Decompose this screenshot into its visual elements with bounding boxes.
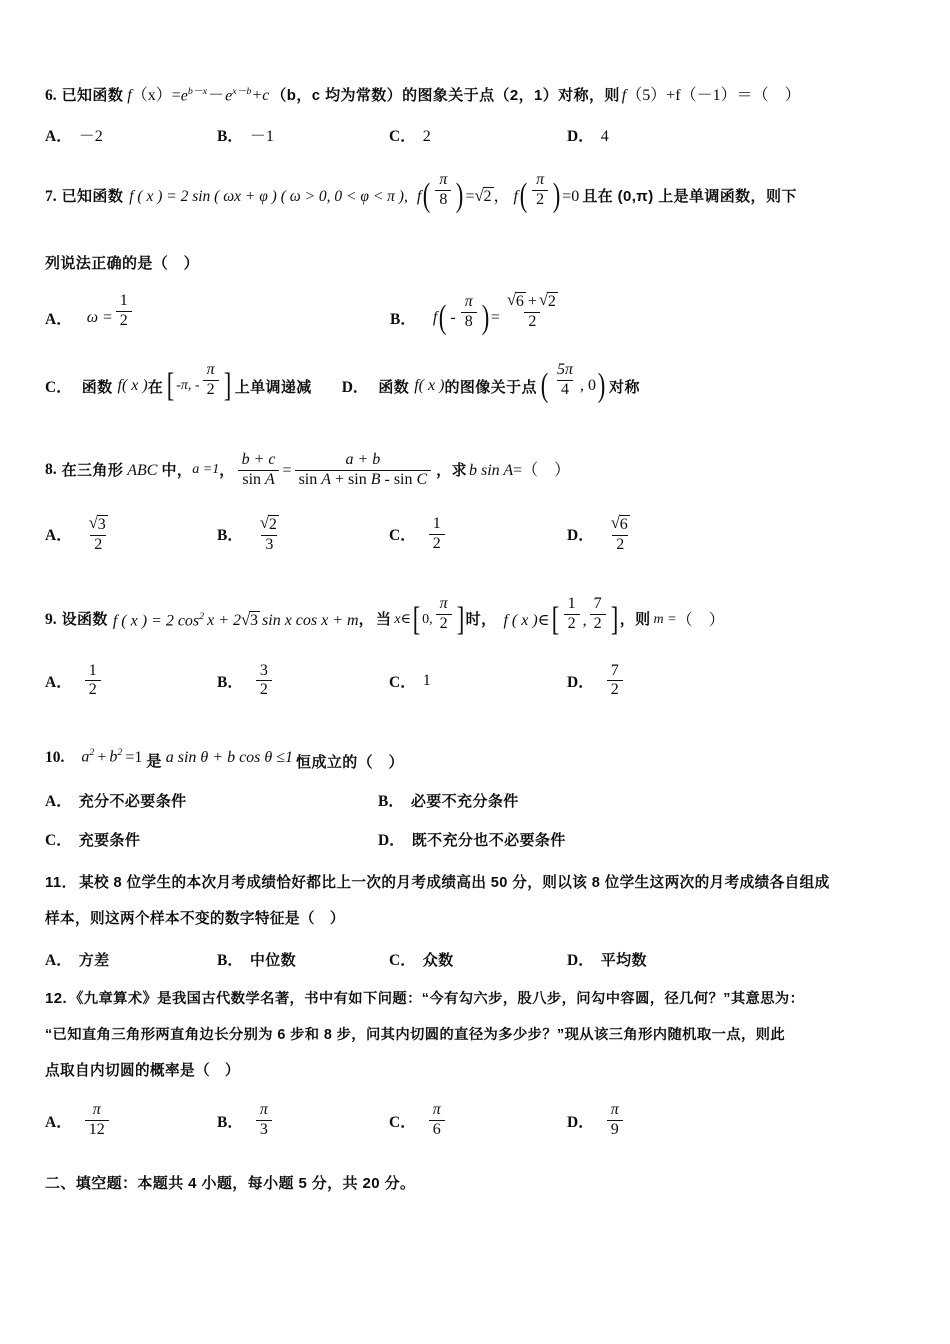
- question-7-stem-line2: [45, 255, 911, 273]
- question-10: [45, 747, 911, 850]
- option-text: 众数: [422, 951, 454, 969]
- question-6-condition: （b，c 均为常数）的图象关于点（2，1）对称，则: [271, 87, 620, 105]
- denominator: 2: [436, 614, 452, 633]
- denominator: 2: [532, 190, 548, 209]
- negative-sign: -: [450, 309, 456, 327]
- question-7-option-b[interactable]: [390, 292, 565, 338]
- denominator: sin A + sin B - sin C: [295, 470, 432, 489]
- big-paren-group: [421, 171, 465, 215]
- section-heading-fill-in-blank: [45, 1175, 911, 1193]
- question-6-tail: （5）+f（－1）＝（ ）: [626, 87, 801, 105]
- triangle-abc: ABC: [127, 462, 158, 479]
- interval-left: 0,: [422, 611, 433, 627]
- option-label: C．: [389, 1113, 416, 1131]
- option-label: A．: [45, 951, 72, 969]
- option-mid: 在: [147, 378, 164, 396]
- numerator: π: [464, 292, 473, 310]
- question-8-stem: [45, 452, 911, 489]
- question-6-tail-f: f: [621, 87, 627, 105]
- sqrt-2: √ 2: [260, 515, 279, 534]
- numerator: π: [206, 360, 215, 378]
- question-6-stem: [45, 86, 911, 106]
- question-8-lead: 在三角形: [61, 461, 124, 479]
- denominator: 3: [261, 535, 277, 554]
- option-text: 必要不充分条件: [410, 793, 519, 811]
- omega-equals: ω =: [86, 309, 113, 327]
- seven-halves: [590, 596, 606, 633]
- question-12-option-d[interactable]: [567, 1102, 626, 1139]
- pi-over-6: [429, 1102, 445, 1139]
- numerator: π: [536, 171, 545, 189]
- one-half: [85, 663, 101, 700]
- one-half: [116, 293, 132, 330]
- f-symbol: f: [117, 377, 122, 394]
- option-label: A．: [45, 127, 72, 145]
- question-12-stem-line1: [45, 990, 911, 1008]
- option-text: 1: [422, 671, 431, 689]
- equals: =: [465, 187, 475, 205]
- question-10-option-d[interactable]: [378, 828, 566, 850]
- question-12-stem-line2: [45, 1027, 911, 1044]
- left-paren: (: [540, 366, 549, 404]
- option-label: A．: [45, 673, 72, 691]
- pi-over-8: [461, 294, 477, 331]
- question-8-options: [45, 515, 911, 554]
- question-9-option-a[interactable]: [45, 663, 217, 700]
- seven-halves: [607, 663, 623, 700]
- denominator: 8: [435, 190, 451, 209]
- b-sin-a: b sin A: [468, 462, 514, 479]
- denominator: 6: [429, 1120, 445, 1139]
- question-12-line2-text: “已知直角三角形两直角边长分别为 6 步和 8 步，问其内切圆的直径为多少步？”现从该三角形内随机取一点，则此: [45, 1026, 786, 1043]
- left-paren: (: [423, 176, 431, 214]
- option-text: 充分不必要条件: [78, 793, 187, 811]
- question-6-e1-exp: b－x: [187, 86, 208, 97]
- question-7-option-d[interactable]: [341, 360, 640, 405]
- question-12-number: 12.: [45, 989, 68, 1007]
- question-11-stem-line2: [45, 911, 911, 929]
- option-label: A．: [45, 1113, 72, 1131]
- question-7-option-c[interactable]: [45, 360, 312, 405]
- question-8-option-b[interactable]: [217, 515, 389, 554]
- denominator: 4: [557, 380, 573, 399]
- question-11-number: 11．: [45, 874, 78, 892]
- question-7-condition-1: [416, 171, 494, 215]
- right-paren: ): [552, 176, 561, 214]
- pi-over-8: [435, 172, 451, 209]
- equals-zero: =0: [562, 187, 580, 205]
- pi-over-2: [203, 362, 219, 399]
- question-9-answer-paren: （ ）: [676, 611, 725, 629]
- question-12-line3-text: 点取自内切圆的概率是（ ）: [45, 1062, 240, 1079]
- f-argument: ( x ): [418, 377, 445, 394]
- question-8-option-c[interactable]: [389, 516, 567, 553]
- option-label: C．: [45, 379, 72, 396]
- numerator: 1: [567, 595, 576, 613]
- option-label: B．: [217, 527, 243, 545]
- question-8-option-d[interactable]: [567, 515, 637, 554]
- question-10-tail: 恒成立的（ ）: [296, 753, 404, 771]
- right-bracket: ]: [610, 601, 618, 639]
- question-9-dang: 当: [375, 611, 392, 629]
- option-text: －1: [249, 127, 274, 145]
- f-argument: ( x ): [121, 377, 148, 394]
- question-9: [45, 595, 911, 699]
- question-10-option-c[interactable]: [45, 828, 378, 850]
- question-8-number: 8.: [45, 461, 57, 479]
- question-11-line1-text: 某校 8 位学生的本次月考成绩恰好都比上一次的月考成绩高出 50 分，则以该 8 位学生这两次的月考成绩各自组成: [79, 874, 830, 891]
- question-10-number: 10.: [45, 748, 65, 766]
- interval-1: [411, 595, 466, 639]
- question-11-option-c[interactable]: [389, 948, 567, 970]
- question-6-minus: －: [208, 87, 225, 105]
- omega-equals-half: [86, 291, 135, 337]
- sqrt-3: √ 3: [89, 515, 108, 534]
- numerator: π: [610, 1101, 619, 1119]
- denominator: 2: [590, 614, 606, 633]
- right-paren: ): [481, 298, 490, 336]
- f-x-in: f ( x )∈: [503, 611, 550, 629]
- question-9-shi: 时，: [465, 611, 497, 629]
- option-text: 既不充分也不必要条件: [411, 832, 566, 850]
- option-text: 中位数: [249, 951, 297, 969]
- question-6: [45, 86, 911, 146]
- page-content: [45, 86, 911, 1193]
- question-6-option-d[interactable]: [567, 124, 609, 146]
- numerator: 7: [593, 595, 602, 613]
- pi-over-3: [256, 1102, 272, 1139]
- question-9-lead: 设函数: [61, 611, 108, 629]
- option-label: D．: [567, 951, 594, 969]
- point-rest: , 0: [579, 377, 596, 394]
- numerator: π: [92, 1101, 101, 1119]
- numerator: [607, 515, 634, 535]
- big-paren-group: [518, 171, 562, 215]
- denominator: sin A: [238, 470, 278, 489]
- option-label: D．: [567, 527, 594, 545]
- question-7-comma: ，: [493, 187, 510, 205]
- section-heading-text: 二、填空题：本题共 4 小题，每小题 5 分，共 20 分。: [45, 1174, 416, 1192]
- question-8: [45, 452, 911, 554]
- option-label: D．: [567, 1113, 594, 1131]
- plus-sign: +: [527, 292, 537, 310]
- question-8-tail-eq: =（ ）: [513, 462, 571, 479]
- question-6-f: f: [127, 87, 132, 105]
- question-10-option-a[interactable]: [45, 789, 378, 811]
- question-9-number: 9.: [45, 611, 57, 629]
- denominator: 2: [429, 534, 445, 553]
- a-equals-1: a =1: [192, 462, 220, 478]
- denominator: 2: [256, 680, 272, 699]
- option-label: C．: [389, 951, 416, 969]
- question-12-line1-text: 《九章算术》是我国古代数学名著，书中有如下问题：“今有勾六步，股八步，问勾中容圆，径几何？”其意思为：: [69, 990, 805, 1007]
- left-bracket: [: [551, 601, 559, 639]
- option-label: B．: [217, 951, 243, 969]
- question-11-line2-text: 样本，则这两个样本不变的数字特征是（ ）: [45, 911, 345, 928]
- inequality: a sin θ + b cos θ ≤1: [165, 748, 294, 766]
- denominator: 8: [461, 312, 477, 331]
- numerator: 1: [432, 515, 441, 533]
- question-9-mid1: x + 2: [207, 611, 242, 629]
- option-label: A．: [45, 527, 72, 545]
- a-squared: $a^2$: [81, 747, 95, 766]
- question-11: [45, 874, 911, 970]
- numerator: [503, 292, 562, 312]
- sqrt6-plus-sqrt2-over-2: [503, 292, 562, 331]
- denominator: 2: [203, 380, 219, 399]
- point-paren-group: [539, 360, 607, 405]
- option-label: C．: [45, 832, 72, 850]
- question-6-e2: $e^{x-b}$: [225, 86, 252, 105]
- question-9-options: [45, 663, 911, 700]
- pi-over-12: [85, 1102, 109, 1139]
- right-bracket: ]: [223, 366, 231, 404]
- question-7-option-a[interactable]: [45, 291, 390, 337]
- question-11-stem-line1: [45, 874, 911, 892]
- question-9-stem: [45, 595, 911, 639]
- f-symbol: f: [414, 377, 419, 394]
- five-pi-over-4: [553, 362, 577, 399]
- question-6-equals: =: [171, 87, 181, 105]
- b-plus-c-over-sin-a: [238, 452, 280, 489]
- denominator: 9: [607, 1120, 623, 1139]
- sqrt2-over-3: [256, 515, 283, 554]
- numerator: π: [439, 595, 448, 613]
- plus-sign: +: [97, 748, 107, 766]
- numerator: π: [259, 1101, 268, 1119]
- denominator: 2: [564, 614, 580, 633]
- question-7-stem-line1: [45, 171, 911, 215]
- numerator: π: [439, 171, 448, 189]
- f-symbol: f: [513, 187, 518, 205]
- option-label: C．: [389, 527, 416, 545]
- interval-comma: ,: [582, 611, 587, 629]
- question-6-number: 6.: [45, 87, 57, 105]
- denominator: 2: [612, 535, 628, 554]
- numerator: [256, 515, 283, 535]
- option-label: D．: [341, 379, 369, 396]
- question-8-equals: =: [282, 462, 292, 479]
- question-7-options-row2: [45, 360, 911, 405]
- f-neg-pi-over-8-value: [432, 292, 565, 338]
- question-10-options-row1: [45, 789, 911, 811]
- sqrt-2: √ 2: [475, 187, 494, 206]
- equals: =: [490, 309, 500, 327]
- question-10-shi: 是: [146, 752, 162, 770]
- option-label: A．: [45, 793, 72, 811]
- numerator: 1: [88, 661, 97, 679]
- question-11-option-d[interactable]: [567, 948, 647, 970]
- option-text: 4: [600, 127, 609, 145]
- sqrt6-over-2: [607, 515, 634, 554]
- left-bracket: [: [412, 601, 421, 639]
- sqrt-6: √ 6: [611, 515, 630, 534]
- numerator: b + c: [241, 451, 276, 469]
- sqrt-6: √ 6: [507, 292, 526, 311]
- exponent: 2: [89, 747, 95, 759]
- sqrt-3: √ 3: [241, 611, 260, 630]
- option-label: D．: [567, 673, 594, 691]
- numerator: π: [432, 1101, 441, 1119]
- left-paren: (: [439, 298, 447, 336]
- question-9-comma1: ，: [358, 611, 374, 629]
- numerator: 5π: [556, 360, 573, 378]
- one-half: [429, 516, 445, 553]
- denominator: 2: [85, 680, 101, 699]
- question-8-tail-cn: ，求: [436, 461, 467, 479]
- option-label: B．: [390, 311, 416, 329]
- interval-2: [550, 595, 620, 639]
- question-6-option-b[interactable]: [217, 123, 389, 146]
- question-11-option-a[interactable]: [45, 948, 217, 970]
- f-symbol: f: [432, 309, 438, 327]
- question-12-option-a[interactable]: [45, 1102, 217, 1139]
- denominator: 2: [116, 311, 132, 330]
- question-6-e2-exp: x－b: [232, 86, 252, 97]
- question-6-paren-x: （x）: [131, 87, 172, 105]
- option-label: B．: [217, 127, 243, 145]
- numerator: [85, 515, 112, 535]
- question-9-tail: ，则: [619, 611, 651, 629]
- interval-left: -π, -: [176, 378, 200, 393]
- question-6-plus-c: +c: [251, 87, 270, 105]
- question-12-option-c[interactable]: [389, 1102, 567, 1139]
- question-9-option-d[interactable]: [567, 663, 626, 700]
- denominator: 2: [90, 535, 106, 554]
- question-11-options: [45, 948, 911, 970]
- exponent: 2: [117, 747, 123, 759]
- sqrt3-over-2: [85, 515, 112, 554]
- denominator: 2: [607, 680, 623, 699]
- option-label: A．: [45, 311, 72, 329]
- numerator: 7: [610, 661, 619, 679]
- question-12-option-b[interactable]: [217, 1102, 389, 1139]
- left-paren: (: [519, 176, 528, 214]
- question-6-option-a[interactable]: [45, 123, 217, 146]
- option-suffix: 对称: [609, 378, 640, 396]
- denominator: 3: [256, 1120, 272, 1139]
- question-9-formula-head: f ( x ) = 2 $\cos^2$: [112, 610, 205, 629]
- question-7-options-row1: [45, 291, 911, 338]
- option-label: B．: [378, 793, 404, 811]
- question-6-lead: 已知函数: [61, 87, 124, 105]
- one-half: [564, 596, 580, 633]
- question-7-tail: 且在 (0,π) 上是单调函数，则下: [582, 187, 797, 205]
- option-text: 2: [422, 127, 431, 145]
- question-10-stem: [45, 747, 911, 771]
- question-6-e1: $e^{b-x}$: [180, 86, 208, 105]
- f-symbol: f: [416, 187, 422, 205]
- three-halves: [256, 663, 272, 700]
- option-label: B．: [217, 1113, 243, 1131]
- left-bracket: [: [166, 366, 175, 404]
- option-text: 充要条件: [78, 832, 141, 850]
- question-11-option-b[interactable]: [217, 948, 389, 970]
- b-squared: $b^2$: [109, 747, 123, 766]
- option-mid: 的图像关于点: [444, 378, 537, 396]
- sqrt-2: √ 2: [539, 292, 558, 311]
- question-10-option-b[interactable]: [378, 789, 519, 811]
- question-9-option-b[interactable]: [217, 663, 389, 700]
- question-7: [45, 171, 911, 404]
- question-7-number: 7.: [45, 187, 57, 205]
- question-12-options: [45, 1102, 911, 1139]
- numerator: 3: [259, 661, 268, 679]
- numerator: 1: [119, 291, 128, 309]
- question-7-line2-text: 列说法正确的是（ ）: [45, 254, 200, 272]
- option-label: B．: [217, 673, 243, 691]
- pi-over-9: [607, 1102, 623, 1139]
- question-7-lead: 已知函数: [61, 187, 124, 205]
- question-8-option-a[interactable]: [45, 515, 217, 554]
- equals-one: =1: [125, 748, 143, 766]
- numerator: a + b: [345, 451, 381, 469]
- option-prefix: 函数: [81, 378, 113, 396]
- option-suffix: 上单调递减: [234, 378, 312, 396]
- interval-bracket-group: [165, 360, 233, 405]
- pi-over-2: [436, 596, 452, 633]
- question-7-condition-2: [513, 171, 580, 215]
- option-label: D．: [567, 127, 594, 145]
- question-9-option-c[interactable]: [389, 670, 567, 692]
- denominator: 12: [85, 1120, 109, 1139]
- right-paren: ): [597, 366, 606, 404]
- right-paren: ): [456, 176, 464, 214]
- question-8-mid: 中，: [161, 461, 193, 479]
- question-12-stem-line3: [45, 1063, 911, 1081]
- x-in: x∈: [394, 611, 411, 627]
- pi-over-2: [532, 172, 548, 209]
- option-label: C．: [389, 127, 416, 145]
- option-label: C．: [389, 673, 416, 691]
- question-6-option-c[interactable]: [389, 124, 567, 146]
- option-label: D．: [378, 832, 405, 850]
- option-text: 方差: [78, 951, 110, 969]
- right-bracket: ]: [456, 601, 464, 639]
- a-plus-b-over-sum: [295, 452, 432, 489]
- denominator: 2: [524, 312, 540, 331]
- question-9-mid2: sin x cos x + m: [262, 611, 359, 629]
- option-text: －2: [78, 127, 103, 145]
- option-text: 平均数: [600, 951, 647, 969]
- m-equals: m =: [653, 611, 677, 627]
- question-8-comma: ，: [219, 461, 235, 479]
- option-prefix: 函数: [378, 378, 410, 396]
- question-12: [45, 990, 911, 1139]
- question-7-formula: f ( x ) = 2 sin ( ωx + φ ) ( ω > 0, 0 < φ < π ),: [129, 187, 408, 205]
- cos-exponent: 2: [199, 610, 205, 622]
- question-6-options: [45, 123, 911, 146]
- big-paren-group: [437, 292, 491, 337]
- question-10-options-row2: [45, 828, 911, 850]
